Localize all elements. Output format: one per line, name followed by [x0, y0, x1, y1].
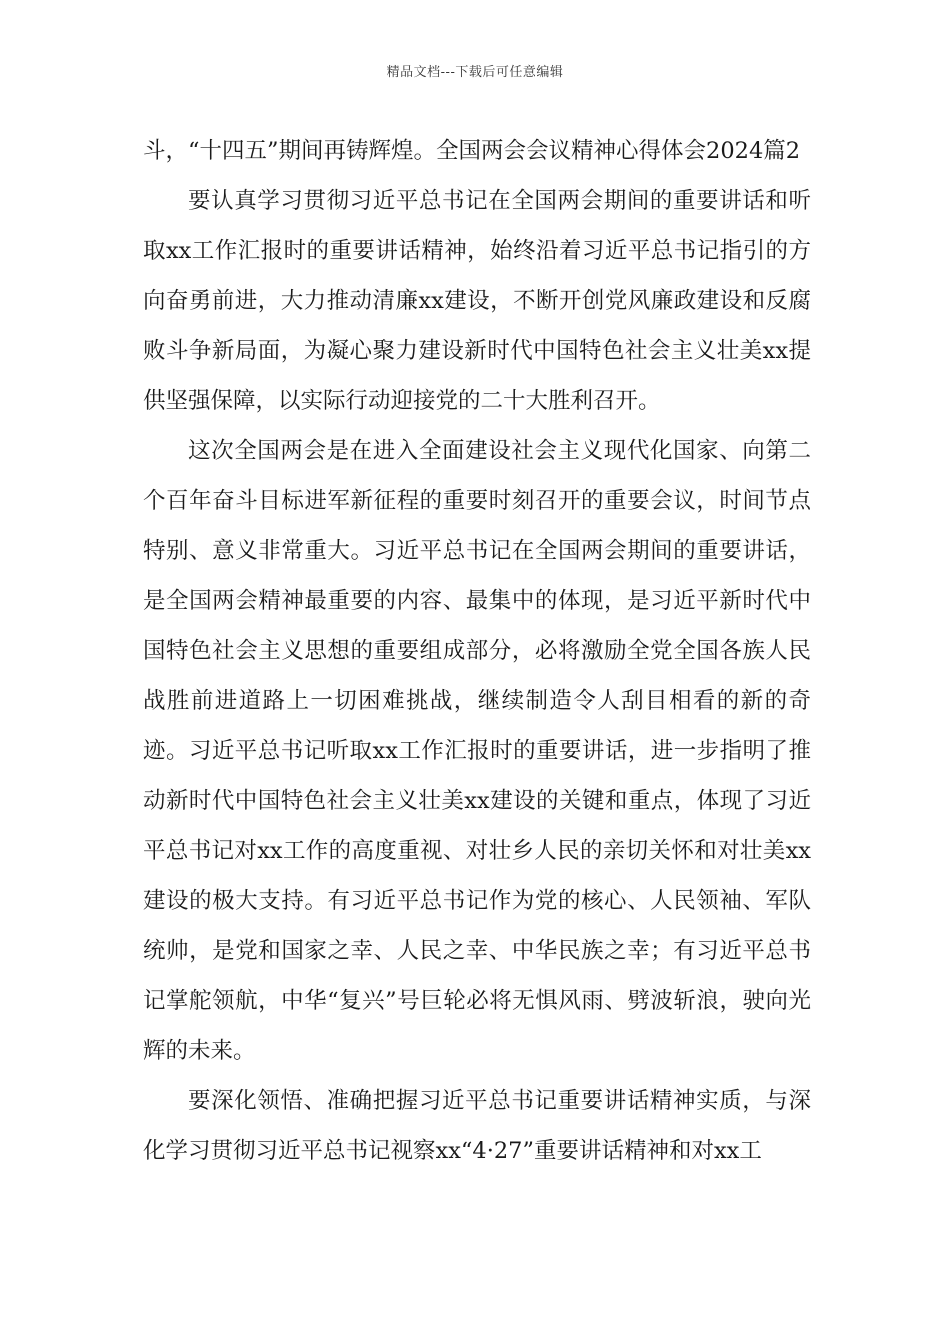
- paragraph-study-speech: 要认真学习贯彻习近平总书记在全国两会期间的重要讲话和听取xx工作汇报时的重要讲话精神，始终沿着习近平总书记指引的方向奋勇前进，大力推动清廉xx建设，不断开创党风廉政建设和反腐败斗争新局面，为凝心聚力建设新时代中国特色社会主义壮美xx提供坚强保障，以实际行动迎接党的二十大胜利召开。: [143, 188, 811, 414]
- page-header: 精品文档---下载后可任意编辑: [386, 65, 564, 80]
- paragraph-session-significance: 这次全国两会是在进入全面建设社会主义现代化国家、向第二个百年奋斗目标进军新征程的重要时刻召开的重要会议，时间节点特别、意义非常重大。习近平总书记在全国两会期间的重要讲话，是全国两会精神最重要的内容、最集中的体现，是习近平新时代中国特色社会主义思想的重要组成部分，必将激励全党全国各族人民战胜前进道路上一切困难挑战，继续制造令人刮目相看的新的奇迹。习近平总书记听取xx工作汇报时的重要讲话，进一步指明了推动新时代中国特色社会主义壮美xx建设的关键和重点，体现了习近平总书记对xx工作的高度重视、对壮乡人民的亲切关怀和对壮美xx建设的极大支持。有习近平总书记作为党的核心、人民领袖、军队统帅，是党和国家之幸、人民之幸、中华民族之幸；有习近平总书记掌舵领航，中华“复兴”号巨轮必将无惧风雨、劈波斩浪，驶向光辉的未来。: [143, 438, 811, 1064]
- document-body: [143, 126, 811, 1176]
- paragraph-deepen-understanding: 要深化领悟、准确把握习近平总书记重要讲话精神实质，与深化学习贯彻习近平总书记视察xx“4·27”重要讲话精神和对xx工: [143, 1088, 811, 1164]
- paragraph-continuation: 斗，“十四五”期间再铸辉煌。全国两会会议精神心得体会2024篇2: [143, 138, 801, 164]
